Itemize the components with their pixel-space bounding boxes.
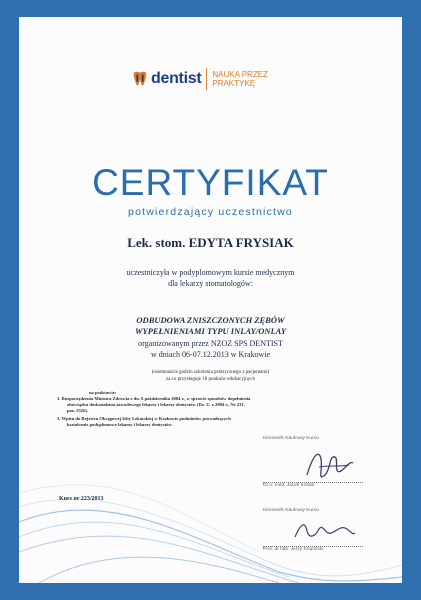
course-title-line-1: ODBUDOWA ZNISZCZONYCH ZĘBÓW: [136, 315, 285, 325]
handwritten-signature-2: [289, 515, 359, 545]
signature-1-role: Kierownik Naukowy Kursu: [263, 436, 319, 441]
logo-tagline-line-2: PRAKTYKĘ: [212, 79, 256, 88]
course-title-line-2: WYPEŁNIENIAMI TYPU INLAY/ONLAY: [134, 326, 287, 336]
signature-1-name: Dr n. med. Jacek Kotuła: [263, 483, 315, 488]
logo-divider: [206, 68, 207, 90]
basis-label: na podstawie:: [89, 390, 117, 395]
signature-2-role: Kierownik Naukowy Kursu: [263, 508, 319, 513]
certificate-subtitle: potwierdzający uczestnictwo: [128, 206, 293, 218]
logo-tagline-line-1: NAUKA PRZEZ: [212, 70, 268, 79]
course-number: Kurs nr 223/2013: [59, 496, 104, 502]
dates-line: w dniach 06-07.12.2013 w Krakowie: [150, 350, 271, 359]
basis-item-1-line-3: poz. 2326).: [67, 408, 89, 413]
basis-item-1: 1. Rozporządzenia Ministra Zdrowia z dn. 6 października 2004 r., w sprawie sposobów dopełnienia: [57, 396, 251, 401]
dentist-logo: [131, 69, 268, 89]
basis-item-2-line-2: kształcenie podyplomowe lekarzy i lekarzy dentystów.: [67, 422, 173, 427]
certificate-sheet: [19, 17, 402, 583]
basis-item-2: 2. Wpisu do Rejestru Okręgowej Izby Lekarskiej w Krakowie podmiotów prowadzących: [57, 416, 231, 421]
logo-wordmark: dentist: [151, 70, 202, 87]
logo-tagline: [212, 70, 268, 88]
points-note: za co przysługuje 18 punktów edukacyjnych: [165, 377, 255, 382]
certificate-title: CERTYFIKAT: [92, 162, 329, 203]
participation-line-2: dla lekarzy stomatologów:: [168, 279, 253, 288]
participation-line-1: uczestniczyła w podyplomowym kursie medycznym: [126, 268, 295, 277]
hours-note: (osiemnaście godzin szkolenia praktycznego z pacjentami): [151, 370, 270, 375]
signature-2-name: Prof. dr hab. Jerzy Krupiński: [263, 547, 324, 552]
recipient-name: Lek. stom. EDYTA FRYSIAK: [127, 235, 294, 250]
tooth-logo-icon: [131, 70, 149, 88]
handwritten-signature-1: [299, 445, 359, 487]
organizer-line: organizowanym przez NZOZ SPS DENTIST: [138, 339, 283, 348]
basis-item-1-line-2: obowiązku doskonalenia zawodowego lekarzy i lekarzy dentystów (Dz. U. z 2004 r., Nr 231,: [67, 402, 245, 407]
